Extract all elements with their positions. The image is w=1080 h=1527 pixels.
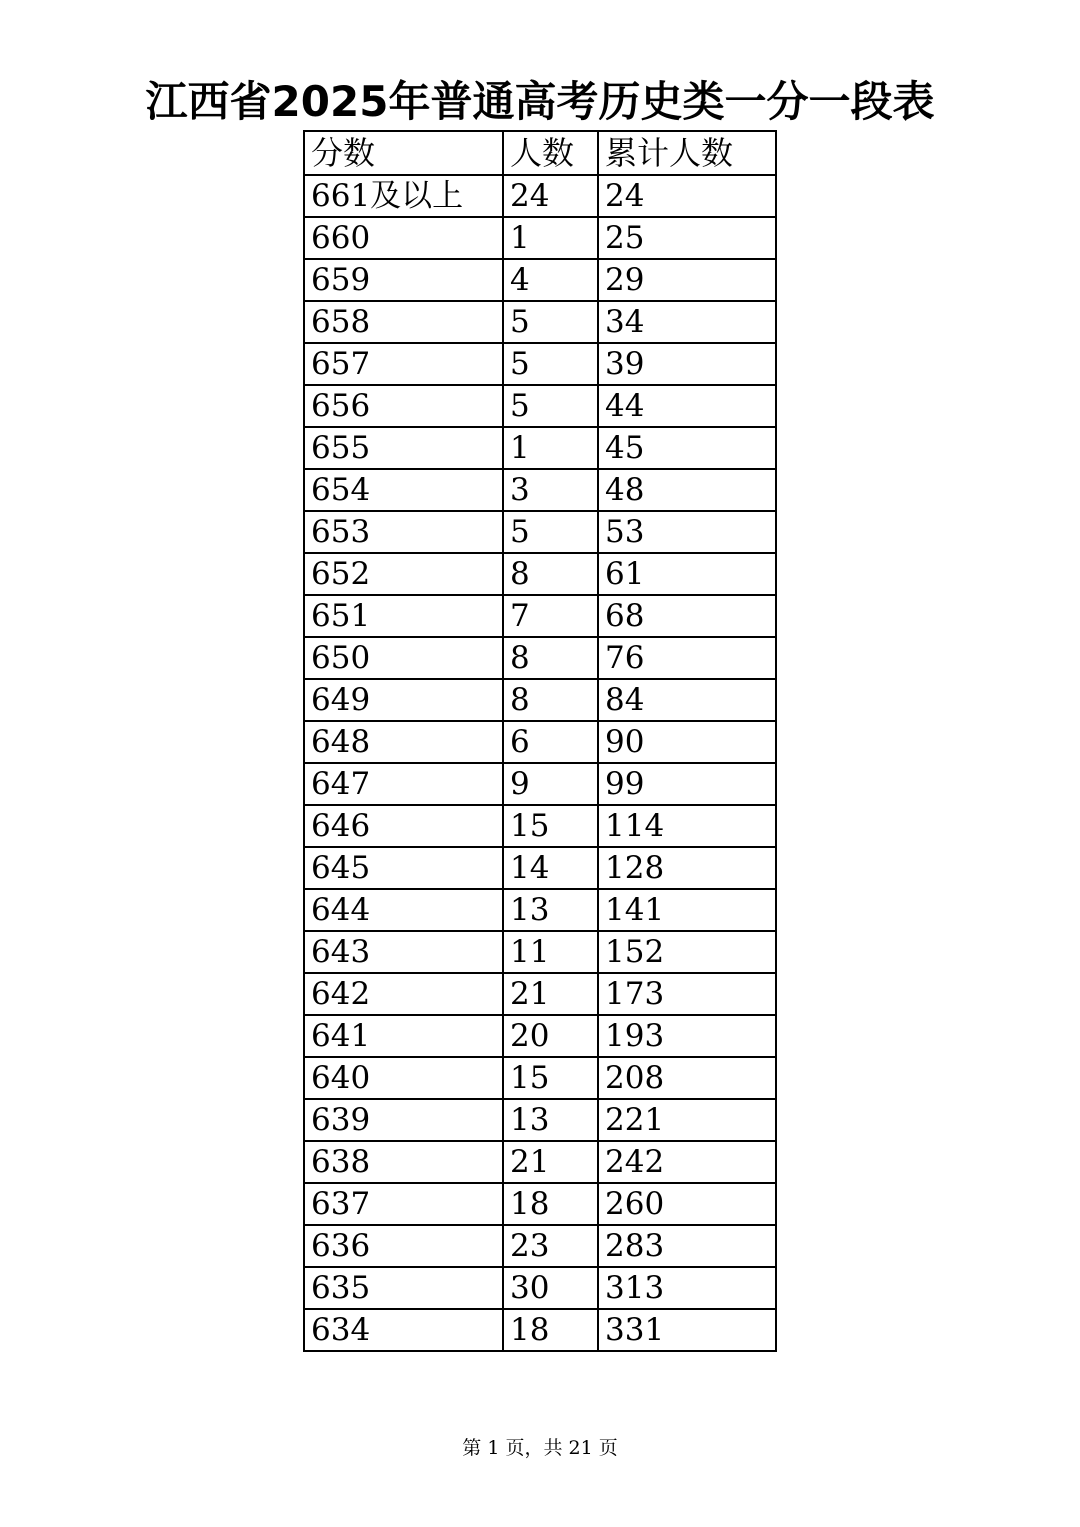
table-row <box>304 889 776 931</box>
cell-score: 641 <box>304 1015 503 1057</box>
cell-score: 635 <box>304 1267 503 1309</box>
cell-score: 645 <box>304 847 503 889</box>
header-row <box>304 131 776 175</box>
cell-score: 661及以上 <box>304 175 503 217</box>
cell-cumulative: 53 <box>598 511 776 553</box>
header-score: 分数 <box>304 131 503 175</box>
cell-score: 637 <box>304 1183 503 1225</box>
table-row <box>304 931 776 973</box>
cell-score: 639 <box>304 1099 503 1141</box>
table-row <box>304 427 776 469</box>
cell-count: 18 <box>503 1309 598 1351</box>
cell-score: 646 <box>304 805 503 847</box>
table-row <box>304 763 776 805</box>
cell-count: 18 <box>503 1183 598 1225</box>
cell-score: 654 <box>304 469 503 511</box>
cell-cumulative: 128 <box>598 847 776 889</box>
cell-cumulative: 61 <box>598 553 776 595</box>
cell-cumulative: 34 <box>598 301 776 343</box>
table-row <box>304 595 776 637</box>
cell-cumulative: 173 <box>598 973 776 1015</box>
cell-score: 642 <box>304 973 503 1015</box>
cell-count: 15 <box>503 1057 598 1099</box>
cell-score: 644 <box>304 889 503 931</box>
table-row <box>304 343 776 385</box>
header-cumulative: 累计人数 <box>598 131 776 175</box>
cell-score: 647 <box>304 763 503 805</box>
cell-count: 3 <box>503 469 598 511</box>
cell-score: 636 <box>304 1225 503 1267</box>
table-row <box>304 301 776 343</box>
table-row <box>304 175 776 217</box>
cell-cumulative: 68 <box>598 595 776 637</box>
cell-score: 653 <box>304 511 503 553</box>
table-row <box>304 805 776 847</box>
table-row <box>304 847 776 889</box>
cell-score: 648 <box>304 721 503 763</box>
cell-count: 30 <box>503 1267 598 1309</box>
cell-cumulative: 39 <box>598 343 776 385</box>
cell-cumulative: 99 <box>598 763 776 805</box>
header-count: 人数 <box>503 131 598 175</box>
cell-score: 660 <box>304 217 503 259</box>
table-row <box>304 1015 776 1057</box>
cell-count: 11 <box>503 931 598 973</box>
cell-score: 656 <box>304 385 503 427</box>
cell-cumulative: 193 <box>598 1015 776 1057</box>
cell-count: 5 <box>503 385 598 427</box>
cell-count: 8 <box>503 553 598 595</box>
cell-count: 4 <box>503 259 598 301</box>
cell-cumulative: 24 <box>598 175 776 217</box>
table-row <box>304 1099 776 1141</box>
cell-count: 24 <box>503 175 598 217</box>
cell-score: 650 <box>304 637 503 679</box>
cell-count: 9 <box>503 763 598 805</box>
cell-score: 651 <box>304 595 503 637</box>
table-row <box>304 511 776 553</box>
cell-count: 6 <box>503 721 598 763</box>
cell-count: 5 <box>503 343 598 385</box>
table-row <box>304 469 776 511</box>
table-row <box>304 259 776 301</box>
table-row <box>304 973 776 1015</box>
table-body <box>304 175 776 1351</box>
table-row <box>304 1183 776 1225</box>
cell-count: 1 <box>503 427 598 469</box>
cell-count: 8 <box>503 637 598 679</box>
cell-cumulative: 208 <box>598 1057 776 1099</box>
cell-count: 20 <box>503 1015 598 1057</box>
cell-cumulative: 283 <box>598 1225 776 1267</box>
cell-count: 21 <box>503 973 598 1015</box>
table-header <box>304 131 776 175</box>
table-row <box>304 1267 776 1309</box>
table-row <box>304 553 776 595</box>
table-row <box>304 679 776 721</box>
cell-cumulative: 260 <box>598 1183 776 1225</box>
cell-score: 649 <box>304 679 503 721</box>
cell-cumulative: 313 <box>598 1267 776 1309</box>
cell-cumulative: 84 <box>598 679 776 721</box>
cell-cumulative: 48 <box>598 469 776 511</box>
table-row <box>304 721 776 763</box>
page-footer: 第 1 页，共 21 页 <box>462 1437 618 1459</box>
cell-count: 5 <box>503 301 598 343</box>
cell-cumulative: 141 <box>598 889 776 931</box>
cell-score: 638 <box>304 1141 503 1183</box>
cell-score: 657 <box>304 343 503 385</box>
cell-count: 21 <box>503 1141 598 1183</box>
cell-cumulative: 44 <box>598 385 776 427</box>
cell-count: 14 <box>503 847 598 889</box>
cell-count: 5 <box>503 511 598 553</box>
score-distribution-table <box>303 130 777 1352</box>
cell-count: 8 <box>503 679 598 721</box>
cell-count: 13 <box>503 1099 598 1141</box>
cell-count: 15 <box>503 805 598 847</box>
cell-score: 652 <box>304 553 503 595</box>
cell-count: 1 <box>503 217 598 259</box>
cell-score: 655 <box>304 427 503 469</box>
cell-score: 643 <box>304 931 503 973</box>
table-row <box>304 1141 776 1183</box>
cell-score: 640 <box>304 1057 503 1099</box>
cell-score: 658 <box>304 301 503 343</box>
page-title: 江西省2025年普通高考历史类一分一段表 <box>145 77 935 126</box>
cell-count: 7 <box>503 595 598 637</box>
table-row <box>304 1225 776 1267</box>
table-row <box>304 1057 776 1099</box>
cell-cumulative: 114 <box>598 805 776 847</box>
cell-cumulative: 29 <box>598 259 776 301</box>
cell-cumulative: 242 <box>598 1141 776 1183</box>
cell-cumulative: 25 <box>598 217 776 259</box>
table-row <box>304 637 776 679</box>
cell-cumulative: 90 <box>598 721 776 763</box>
cell-cumulative: 76 <box>598 637 776 679</box>
cell-count: 13 <box>503 889 598 931</box>
table-row <box>304 385 776 427</box>
cell-score: 634 <box>304 1309 503 1351</box>
cell-count: 23 <box>503 1225 598 1267</box>
cell-score: 659 <box>304 259 503 301</box>
cell-cumulative: 45 <box>598 427 776 469</box>
cell-cumulative: 221 <box>598 1099 776 1141</box>
table-row <box>304 1309 776 1351</box>
cell-cumulative: 331 <box>598 1309 776 1351</box>
cell-cumulative: 152 <box>598 931 776 973</box>
table-row <box>304 217 776 259</box>
